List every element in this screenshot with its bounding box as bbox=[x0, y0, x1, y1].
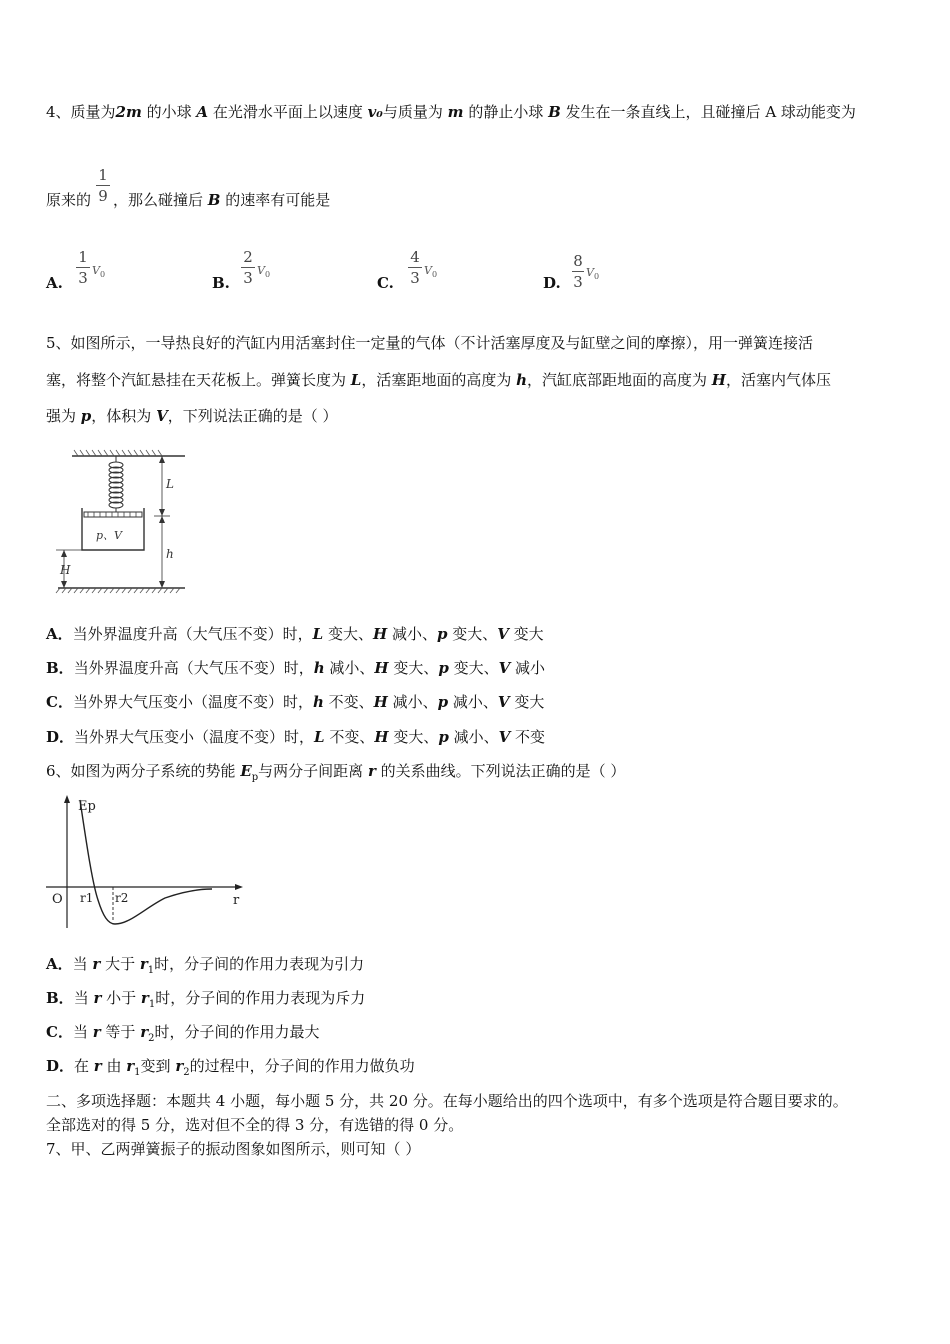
section2-heading-line2: 全部选对的得 5 分，选对但不全的得 3 分，有选错的得 0 分。 bbox=[46, 1116, 464, 1134]
ep-curve bbox=[80, 800, 212, 924]
y-axis-label: Ep bbox=[78, 799, 96, 814]
origin-label: O bbox=[52, 892, 63, 907]
label-h: h bbox=[166, 547, 174, 561]
r1-label: r1 bbox=[80, 891, 94, 905]
option-fraction: 2 3 bbox=[241, 248, 255, 287]
option-fraction: 1 3 bbox=[76, 248, 90, 287]
option-variable: $V_0$ bbox=[586, 266, 600, 282]
section2-heading-line1: 二、多项选择题：本题共 4 小题，每小题 5 分，共 20 分。在每小题给出的四个选项中，有多个选项是符合题目要求的。 bbox=[46, 1092, 848, 1110]
r2-label: r2 bbox=[115, 891, 129, 905]
spring-icon bbox=[109, 456, 123, 514]
q6-stem: 6、如图为两分子系统的势能 $E_p$与两分子间距离 r 的关系曲线。下列说法正确的是（ ） bbox=[46, 762, 626, 783]
q4-stem-line1: 4、质量为2m 的小球 A 在光滑水平面上以速度 v₀与质量为 m 的静止小球 B 发生在一条直线上，且碰撞后 A 球动能变为 bbox=[46, 103, 856, 121]
option-label: C. bbox=[377, 274, 394, 292]
option-variable: $V_0$ bbox=[92, 264, 106, 280]
q4-fraction-one-ninth: 1 9 bbox=[96, 166, 110, 205]
label-pv: p、V bbox=[96, 529, 122, 542]
label-L: L bbox=[166, 477, 174, 491]
q5-cylinder-figure bbox=[50, 446, 195, 594]
q4-stem-line2: 原来的 ，那么碰撞后 B 的速率有可能是 bbox=[46, 191, 331, 209]
option-label: D. bbox=[543, 274, 561, 292]
option-variable: $V_0$ bbox=[424, 264, 438, 280]
q5-stem-line1: 5、如图所示，一导热良好的汽缸内用活塞封住一定量的气体（不计活塞厚度及与缸壁之间的摩擦），用一弹簧连接活 bbox=[46, 334, 814, 352]
q6-potential-energy-graph bbox=[40, 790, 250, 930]
option-variable: $V_0$ bbox=[257, 264, 271, 280]
q6-option-d[interactable]: D．在 r 由 $r_1$变到 $r_2$的过程中，分子间的作用力做负功 bbox=[46, 1057, 415, 1078]
x-axis-label: r bbox=[233, 893, 240, 908]
q6-option-a[interactable]: A．当 r 大于 $r_1$时，分子间的作用力表现为引力 bbox=[46, 955, 365, 976]
q5-option-c[interactable]: C．当外界大气压变小（温度不变）时，h 不变、H 减小、p 减小、V 变大 bbox=[46, 693, 545, 711]
q6-option-b[interactable]: B．当 r 小于 $r_1$时，分子间的作用力表现为斥力 bbox=[46, 989, 366, 1010]
q6-option-c[interactable]: C．当 r 等于 $r_2$时，分子间的作用力最大 bbox=[46, 1023, 320, 1044]
option-label: B. bbox=[212, 274, 230, 292]
q5-stem-line2: 塞，将整个汽缸悬挂在天花板上。弹簧长度为 L，活塞距地面的高度为 h，汽缸底部距地面的高度为 H，活塞内气体压 bbox=[46, 371, 831, 389]
q5-option-b[interactable]: B．当外界温度升高（大气压不变）时，h 减小、H 变大、p 变大、V 减小 bbox=[46, 659, 546, 677]
option-fraction: 8 3 bbox=[573, 252, 583, 291]
option-label: A. bbox=[46, 274, 63, 292]
q5-stem-line3: 强为 p，体积为 V，下列说法正确的是（ ） bbox=[46, 407, 338, 425]
label-H: H bbox=[60, 563, 71, 577]
option-fraction: 4 3 bbox=[408, 248, 422, 287]
q5-option-d[interactable]: D．当外界大气压变小（温度不变）时，L 不变、H 变大、p 减小、V 不变 bbox=[46, 728, 546, 746]
q7-stem: 7、甲、乙两弹簧振子的振动图象如图所示，则可知（ ） bbox=[46, 1140, 421, 1158]
q5-option-a[interactable]: A．当外界温度升高（大气压不变）时，L 变大、H 减小、p 变大、V 变大 bbox=[46, 625, 544, 643]
